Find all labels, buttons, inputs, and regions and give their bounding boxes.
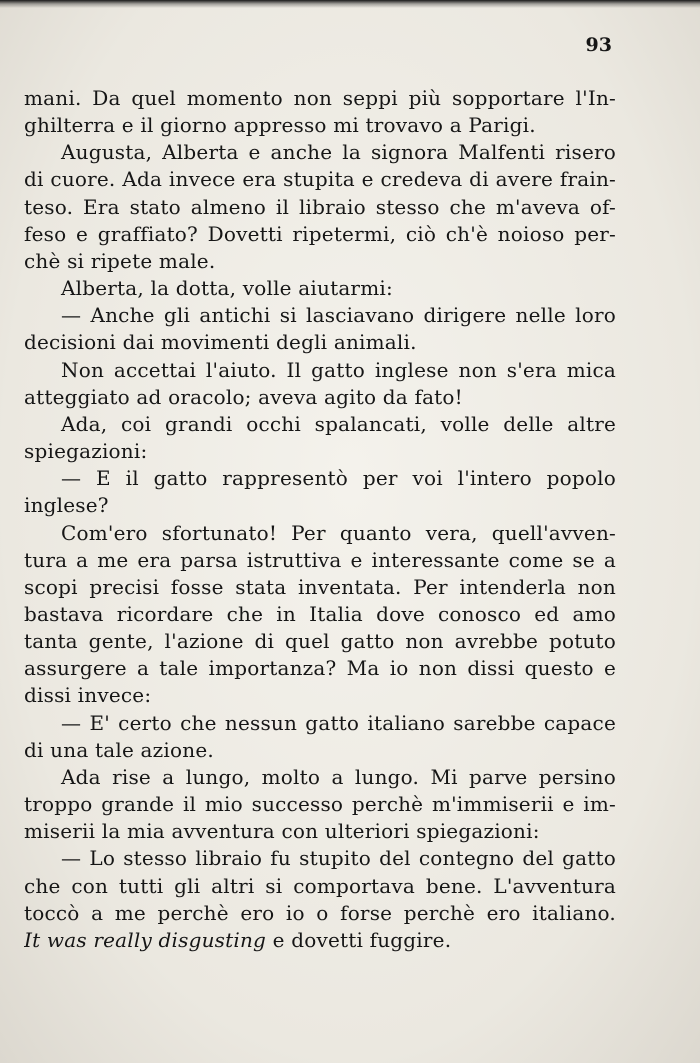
body-text: [24, 85, 616, 954]
text-line: Ada rise a lungo, molto a lungo. Mi parve persino: [61, 764, 616, 789]
text-line: dissi invece:: [24, 683, 152, 708]
text-line: chè si ripete male.: [24, 248, 216, 273]
text-line: feso e graffiato? Dovetti ripetermi, ciò ch'è noioso per-: [24, 221, 616, 246]
text-line: che con tutti gli altri si comportava bene. L'avventura: [24, 873, 616, 898]
text-line: troppo grande il mio successo perchè m'immiserii e im-: [24, 792, 616, 817]
text-line: inglese?: [24, 493, 109, 518]
text-line: — Anche gli antichi si lasciavano dirigere nelle loro: [61, 303, 616, 328]
text-line: assurgere a tale importanza? Ma io non dissi questo e: [24, 656, 616, 681]
text-line: di cuore. Ada invece era stupita e credeva di avere frain-: [24, 167, 616, 192]
text-line: ghilterra e il giorno appresso mi trovavo a Parigi.: [24, 113, 536, 138]
text-line: miserii la mia avventura con ulteriori spiegazioni:: [24, 819, 540, 844]
text-line: spiegazioni:: [24, 439, 148, 464]
text-line: atteggiato ad oracolo; aveva agito da fato!: [24, 384, 463, 409]
text-line: decisioni dai movimenti degli animali.: [24, 330, 417, 355]
text-line: Augusta, Alberta e anche la signora Malfenti risero: [61, 140, 616, 165]
text-line: Ada, coi grandi occhi spalancati, volle delle altre: [61, 411, 616, 436]
final-line-rest: e dovetti fuggire.: [266, 927, 452, 952]
text-line: — E' certo che nessun gatto italiano sarebbe capace: [61, 710, 616, 735]
text-line: scopi precisi fosse stata inventata. Per intenderla non: [24, 574, 616, 599]
text-line: Com'ero sfortunato! Per quanto vera, quell'avven-: [61, 520, 616, 545]
text-line: di una tale azione.: [24, 737, 214, 762]
italic-phrase: It was really disgusting: [24, 927, 267, 952]
text-line-final: [24, 927, 616, 954]
text-line: tanta gente, l'azione di quel gatto non avrebbe potuto: [24, 629, 616, 654]
page-edge-shadow: [0, 0, 700, 8]
text-line: tura a me era parsa istruttiva e interessante come se a: [24, 547, 616, 572]
page-number: 93: [585, 34, 612, 56]
text-lines: [24, 85, 616, 927]
text-line: Non accettai l'aiuto. Il gatto inglese non s'era mica: [61, 357, 616, 382]
text-line: bastava ricordare che in Italia dove conosco ed amo: [24, 601, 616, 626]
text-line: — E il gatto rappresentò per voi l'intero popolo: [61, 466, 616, 491]
text-line: — Lo stesso libraio fu stupito del contegno del gatto: [61, 846, 616, 871]
text-line: toccò a me perchè ero io o forse perchè ero italiano.: [24, 900, 616, 925]
text-line: mani. Da quel momento non seppi più sopportare l'In-: [24, 86, 616, 110]
text-line: teso. Era stato almeno il libraio stesso che m'aveva of-: [24, 194, 616, 219]
text-line: Alberta, la dotta, volle aiutarmi:: [61, 276, 393, 301]
